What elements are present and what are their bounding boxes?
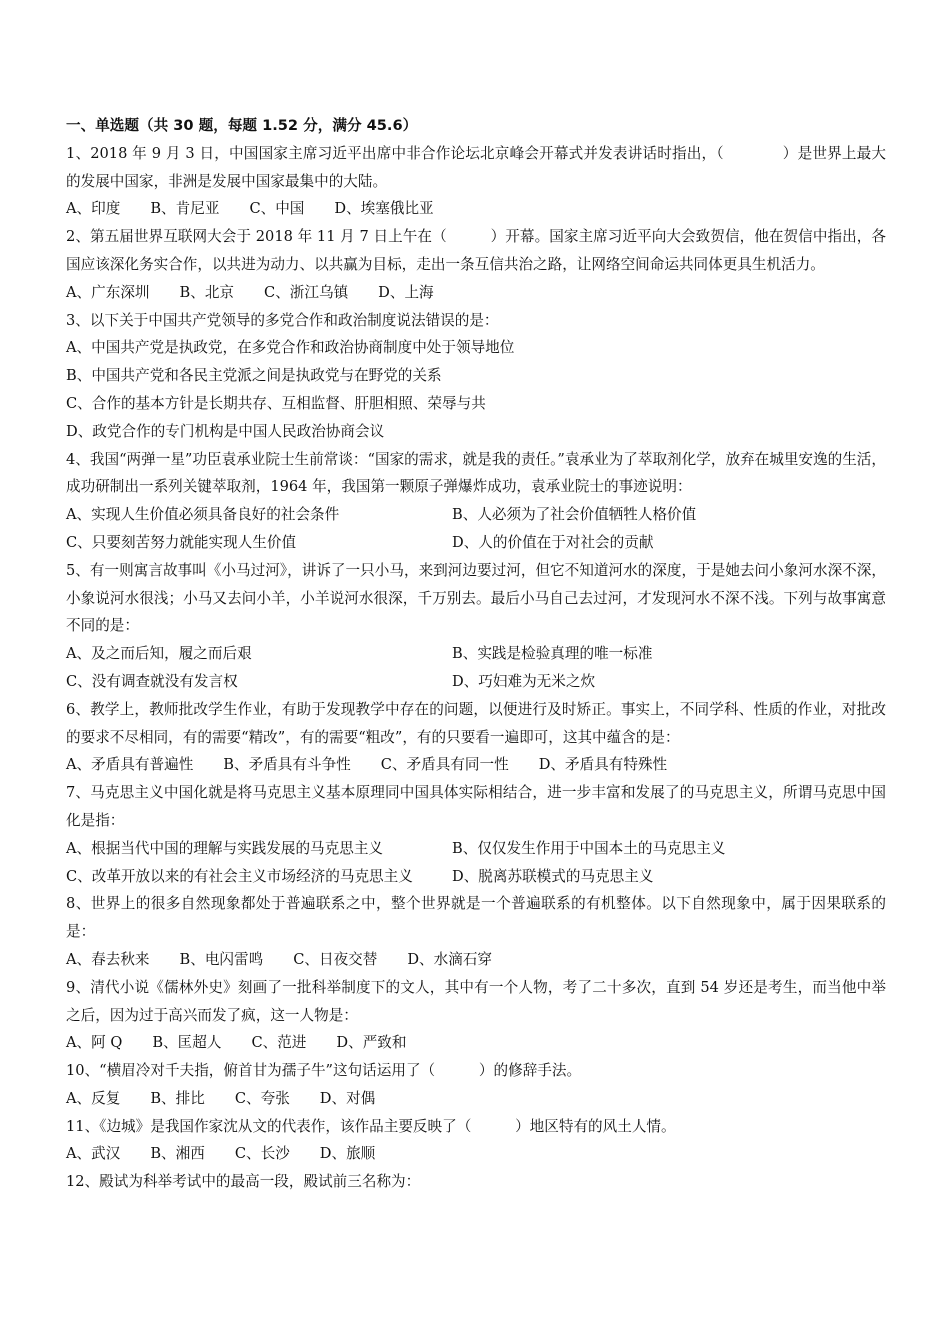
option-a: A、及之而后知，履之而后艰 (66, 645, 252, 663)
option-a: A、矛盾具有普遍性 (66, 756, 194, 774)
option-d: D、脱离苏联模式的马克思主义 (452, 867, 654, 885)
question-options (66, 835, 886, 891)
option-d: D、严致和 (336, 1034, 407, 1052)
option-a: A、印度 (66, 200, 121, 218)
question-stem: 6、教学上，教师批改学生作业，有助于发现教学中存在的问题，以便进行及时矫正。事实上，不同学科、性质的作业，对批改的要求不尽相同，有的需要“精改”，有的需要“粗改”，有的只要看一遍即可，这其中蕴含的是： (66, 700, 886, 746)
question-stem: 1、2018 年 9 月 3 日，中国国家主席习近平出席中非合作论坛北京峰会开幕式并发表讲话时指出，（ ）是世界上最大的发展中国家，非洲是发展中国家最集中的大陆。 (66, 144, 886, 190)
option-c: C、改革开放以来的有社会主义市场经济的马克思主义 (66, 867, 413, 885)
question-stem: 2、第五届世界互联网大会于 2018 年 11 月 7 日上午在（ ）开幕。国家主席习近平向大会致贺信，他在贺信中指出，各国应该深化务实合作，以共进为动力、以共赢为目标，走出一条互信共治之路，让网络空间命运共同体更具生机活力。 (66, 228, 886, 273)
option-c: C、长沙 (234, 1145, 290, 1163)
option-b: B、中国共产党和各民主党派之间是执政党与在野党的关系 (66, 367, 442, 385)
option-a: A、实现人生价值必须具备良好的社会条件 (66, 506, 340, 524)
question-7 (66, 779, 886, 890)
option-d: D、巧妇难为无米之炊 (452, 672, 596, 690)
option-c: C、夸张 (234, 1089, 290, 1107)
question-options (66, 195, 886, 223)
option-d: D、对偶 (319, 1089, 376, 1107)
option-b: B、北京 (179, 283, 235, 301)
option-c: C、只要刻苦努力就能实现人生价值 (66, 533, 297, 551)
question-stem: 5、有一则寓言故事叫《小马过河》，讲诉了一只小马，来到河边要过河，但它不知道河水的深度，于是她去问小象河水深不深，小象说河水很浅；小马又去问小羊，小羊说河水很深，千万别去。最后小马自己去过河，才发现河水不深不浅。下列与故事寓意不同的是： (66, 561, 886, 635)
option-b: B、实践是检验真理的唯一标准 (452, 645, 653, 663)
question-stem: 4、我国“两弹一星”功臣袁承业院士生前常谈：“国家的需求，就是我的责任。”袁承业为了萃取剂化学，放弃在城里安逸的生活，成功研制出一系列关键萃取剂，1964 年，我国第一颗原子弹爆炸成功，袁承业院士的事迹说明： (66, 450, 886, 496)
question-options (66, 501, 886, 557)
question-stem: 12、殿试为科举考试中的最高一段，殿试前三名称为： (66, 1173, 421, 1191)
option-d: D、政党合作的专门机构是中国人民政治协商会议 (66, 422, 385, 440)
option-c: C、合作的基本方针是长期共存、互相监督、肝胆相照、荣辱与共 (66, 394, 486, 412)
question-8 (66, 890, 886, 973)
option-d: D、上海 (378, 283, 434, 301)
option-b: B、仅仅发生作用于中国本土的马克思主义 (452, 839, 726, 857)
question-options (66, 751, 886, 779)
question-4 (66, 446, 886, 557)
option-a: A、阿 Q (66, 1034, 123, 1052)
question-options (66, 640, 886, 696)
question-3 (66, 307, 886, 446)
question-options (66, 1029, 886, 1057)
option-b: B、排比 (150, 1089, 205, 1107)
exam-page (66, 112, 886, 1196)
question-12 (66, 1168, 886, 1196)
option-a: A、春去秋来 (66, 950, 150, 968)
option-c: C、范进 (251, 1034, 307, 1052)
question-9 (66, 974, 886, 1057)
option-c: C、矛盾具有同一性 (380, 756, 509, 774)
option-a: A、根据当代中国的理解与实践发展的马克思主义 (66, 839, 384, 857)
question-2 (66, 223, 886, 306)
section-title: 一、单选题（共 30 题，每题 1.52 分，满分 45.6） (66, 117, 418, 134)
option-a: A、武汉 (66, 1145, 121, 1163)
option-c: C、日夜交替 (293, 950, 378, 968)
question-options (66, 946, 886, 974)
question-1 (66, 140, 886, 223)
question-stem: 10、“横眉冷对千夫指，俯首甘为孺子牛”这句话运用了（ ）的修辞手法。 (66, 1062, 582, 1080)
option-d: D、人的价值在于对社会的贡献 (452, 533, 654, 551)
question-stem: 11、《边城》是我国作家沈从文的代表作，该作品主要反映了（ ）地区特有的风土人情。 (66, 1117, 676, 1135)
question-6 (66, 696, 886, 779)
question-stem: 7、马克思主义中国化就是将马克思主义基本原理同中国具体实际相结合，进一步丰富和发展了的马克思主义，所谓马克思中国化是指： (66, 784, 886, 829)
question-stem: 3、以下关于中国共产党领导的多党合作和政治制度说法错误的是： (66, 311, 499, 329)
option-b: B、肯尼亚 (150, 200, 220, 218)
question-options (66, 1085, 886, 1113)
option-a: A、广东深圳 (66, 283, 150, 301)
option-c: C、中国 (249, 200, 305, 218)
question-10 (66, 1057, 886, 1113)
question-options (66, 1140, 886, 1168)
option-b: B、湘西 (150, 1145, 205, 1163)
option-d: D、矛盾具有特殊性 (538, 756, 668, 774)
option-b: B、匡超人 (152, 1034, 222, 1052)
question-stem: 8、世界上的很多自然现象都处于普遍联系之中，整个世界就是一个普遍联系的有机整体。以下自然现象中，属于因果联系的是： (66, 895, 886, 941)
option-b: B、矛盾具有斗争性 (223, 756, 351, 774)
option-d: D、旅顺 (319, 1145, 376, 1163)
option-c: C、浙江乌镇 (264, 283, 349, 301)
option-d: D、水滴石穿 (407, 950, 493, 968)
question-options (66, 279, 886, 307)
option-b: B、人必须为了社会价值牺牲人格价值 (452, 506, 697, 524)
option-c: C、没有调查就没有发言权 (66, 672, 238, 690)
option-a: A、反复 (66, 1089, 121, 1107)
option-b: B、电闪雷鸣 (179, 950, 264, 968)
question-stem: 9、清代小说《儒林外史》刻画了一批科举制度下的文人，其中有一个人物，考了二十多次，直到 54 岁还是考生，而当他中举之后，因为过于高兴而发了疯，这一人物是： (66, 978, 886, 1024)
option-d: D、埃塞俄比亚 (334, 200, 434, 218)
option-a: A、中国共产党是执政党，在多党合作和政治协商制度中处于领导地位 (66, 339, 515, 357)
question-11 (66, 1113, 886, 1169)
question-5 (66, 557, 886, 696)
